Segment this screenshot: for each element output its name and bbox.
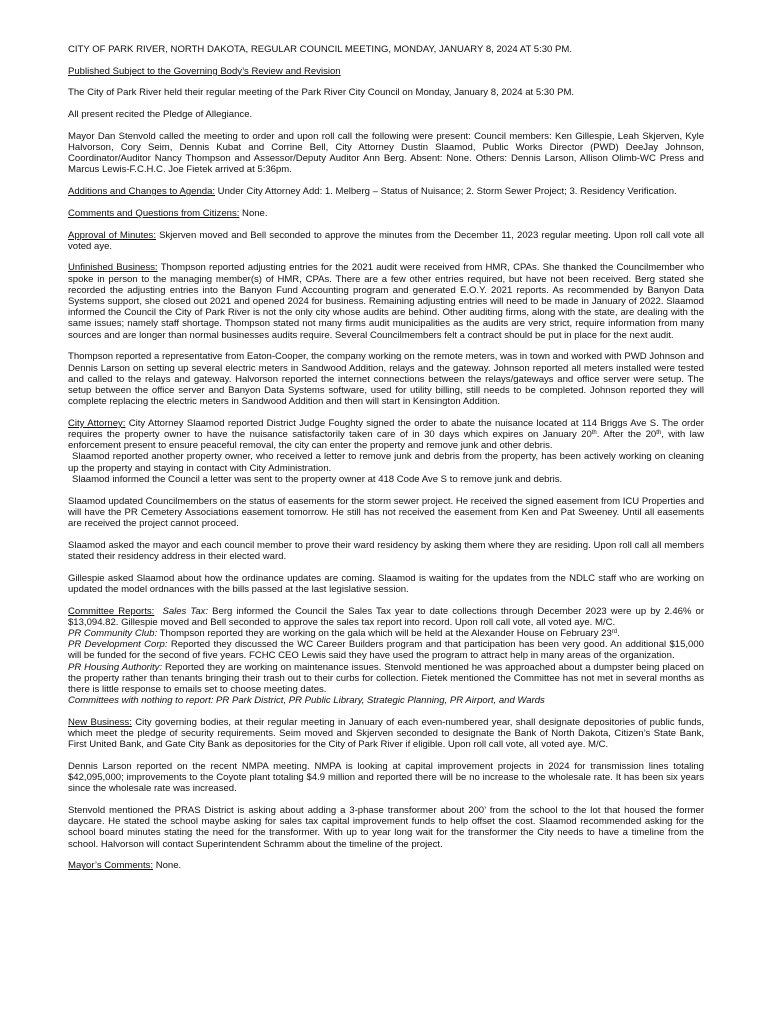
- new-business-text: City governing bodies, at their regular meeting in January of each even-numbered year, shall designate depositories of public funds, which meet the pledge of security requirements. Seim moved and Skjerven seconded to designate the Bank of North Dakota, Citizen’s State Bank, First United Bank, and Gate City Bank as depositories for the City of Park River if eligible. Upon roll call vote, all voted aye. M/C.: [68, 716, 704, 751]
- development-corp-text: Reported they discussed the WC Career Builders program and that participation has been very good. An additional $15,000 will be funded for the second of five years. FCHC CEO Lewis said they have used the program to attract help in many areas of the organization.: [68, 639, 704, 662]
- nmpa-paragraph: Dennis Larson reported on the recent NMPA meeting. NMPA is looking at capital improvement projects in 2024 for transmission lines totaling $42,095,000; improvements to the Coyote plant totaling $4.9 million and reported there will be no increase to the wholesale rate. It has been six years since the wholesale rate was increased.: [68, 760, 704, 795]
- sales-tax-text: Berg informed the Council the Sales Tax year to date collections through December 2023 were up by 2.46% or $13,094.82. Gillespie moved and Bell seconded to approve the sales tax report into record. Upon roll call vote, all voted aye. M/C.: [68, 605, 704, 628]
- nothing-to-report-line: Committees with nothing to report: PR Park District, PR Public Library, Strategic Planning, PR Airport, and Wards: [68, 695, 545, 707]
- citizen-comments-text: None.: [239, 207, 268, 219]
- community-club-text: Thompson reported they are working on the gala which will be held at the Alexander House on February 23: [157, 627, 612, 639]
- unfinished-business-paragraph: [68, 262, 704, 340]
- mayors-comments-label: Mayor’s Comments:: [68, 860, 154, 872]
- city-attorney-text-a: City Attorney Slaamod reported District Judge Foughty signed the order to abate the nuisance located at 114 Briggs Ave S. The order requires the property owner to have the nuisance satisfactorily taken care of in 30 days which expires on January 20: [68, 417, 704, 441]
- committee-reports-label: Committee Reports:: [68, 605, 155, 617]
- new-business-label: New Business:: [68, 716, 132, 728]
- sales-tax-label: Sales Tax:: [162, 605, 209, 617]
- mayors-comments-paragraph: [68, 860, 704, 871]
- ordinal-suffix: th: [656, 430, 662, 437]
- pras-paragraph: Stenvold mentioned the PRAS District is asking about adding a 3-phase transformer about 200’ from the school to the lot that housed the former daycare. He stated the school maybe asking for sales tax capital improvement funds to help offset the cost. Slaamod recommended asking for the school board minutes stating the need for the transformer. With up to year long wait for the transformer the City needs to have a timeline from the school. Halvorson will contact Superintendent Schramm about the timeline of the project.: [68, 805, 704, 850]
- additions-text: Under City Attorney Add: 1. Melberg – Status of Nuisance; 2. Storm Sewer Project; 3. Residency Verification.: [215, 186, 677, 198]
- easements-paragraph: Slaamod updated Councilmembers on the status of easements for the storm sewer project. He received the signed easement from ICU Properties and will have the PR Cemetery Associations easement tomorrow. He still has not received the easement from Ken and Pat Sweeney. Until all easements are received the project cannot proceed.: [68, 495, 704, 529]
- community-club-label: PR Community Club:: [68, 627, 158, 639]
- pledge-paragraph: All present recited the Pledge of Allegiance.: [68, 109, 253, 121]
- roll-call-paragraph: Mayor Dan Stenvold called the meeting to order and upon roll call the following were present: Council members: Ken Gillespie, Leah Skjerven, Kyle Halvorson, Cory Seim, Dennis Kubat and Corrine Bell, City Attorney Dustin Slaamod, Public Works Director (PWD) DeeJay Johnson, Coordinator/Auditor Nancy Thompson and Assessor/Deputy Auditor Ann Berg. Absent: None. Others: Dennis Larson, Allison Olimb-WC Press and Marcus Lewis-F.C.H.C. Joe Fietek arrived at 5:36pm.: [68, 130, 704, 176]
- committee-reports-paragraph: [68, 606, 704, 707]
- ordinal-suffix: rd: [611, 628, 618, 635]
- housing-authority-label: PR Housing Authority:: [68, 661, 163, 673]
- additions-paragraph: [68, 186, 704, 197]
- document-title: CITY OF PARK RIVER, NORTH DAKOTA, REGULAR COUNCIL MEETING, MONDAY, JANUARY 8, 2024 AT 5:30 PM.: [68, 44, 572, 55]
- intro-paragraph: The City of Park River held their regular meeting of the Park River City Council on Monday, January 8, 2024 at 5:30 PM.: [68, 87, 575, 99]
- additions-label: Additions and Changes to Agenda:: [68, 186, 216, 198]
- city-attorney-line-3: Slaamod informed the Council a letter was sent to the property owner at 418 Code Ave S to remove junk and debris.: [72, 473, 563, 485]
- mayors-comments-text: None.: [153, 860, 182, 872]
- citizen-comments-paragraph: [68, 208, 704, 219]
- residency-paragraph: Slaamod asked the mayor and each council member to prove their ward residency by asking them where they are residing. Upon roll call all members stated their residency address in their elected ward.: [68, 539, 704, 562]
- housing-authority-text: Reported they are working on maintenance issues. Stenvold mentioned he was approached about a dumpster being placed on the property rather than tenants bringing their trash out to their curbs for collection. Fietek mentioned the Committee has not met in several months as there is little response to emails set to choose meeting dates.: [68, 661, 704, 695]
- new-business-paragraph: [68, 717, 704, 751]
- city-attorney-line-2: Slaamod reported another property owner, who received a letter to remove junk and debris from the property, has been actively working on cleaning up the property and staying in contact with City Administration.: [68, 451, 704, 474]
- document-subtitle: Published Subject to the Governing Body’s Review and Revision: [68, 65, 341, 77]
- meeting-minutes-page: [68, 44, 704, 882]
- approval-paragraph: [68, 230, 704, 252]
- city-attorney-paragraph: [68, 418, 704, 485]
- ordinal-suffix: th: [591, 430, 597, 437]
- city-attorney-text-c: , with law enforcement present to ensure peaceful removal, the city can enter the property and remove junk and other debris.: [68, 429, 704, 452]
- meters-paragraph: Thompson reported a representative from Eaton-Cooper, the company working on the remote meters, was in town and worked with PWD Johnson and Dennis Larson on setting up several electric meters in Sandwood Addition, relays and the gateway. Johnson reported all meters installed were tested and called to the relays and gateway. Halvorson reported the internet connections between the relays/gateways and office server were setup. The setup between the office server and Banyon Data Systems software, used for utility billing, still needs to be completed. Johnson reported they will complete replacing the electric meters in Sandwood Addition and then will start in Kensington Addition.: [68, 351, 704, 408]
- citizen-comments-label: Comments and Questions from Citizens:: [68, 207, 240, 219]
- approval-label: Approval of Minutes:: [68, 229, 156, 241]
- approval-text: Skjerven moved and Bell seconded to approve the minutes from the December 11, 2023 regular meeting. Upon roll call vote all voted aye.: [68, 229, 704, 252]
- unfinished-business-label: Unfinished Business:: [68, 262, 158, 274]
- ordinance-paragraph: Gillespie asked Slaamod about how the ordinance updates are coming. Slaamod is waiting for the updates from the NDLC staff who are working on updated the model ordnances with the bills passed at the last legislative session.: [68, 572, 704, 595]
- unfinished-business-text: Thompson reported adjusting entries for the 2021 audit were received from HMR, CPAs. She thanked the Councilmember who spoke in person to the managing member(s) of HMR, CPAs. There are a few other entries required, but have not been received. Berg stated she recorded the adjusting entries into the Banyon Fund Accounting program and generated E.O.Y. 2021 reports. As recommended by Banyon Data Systems support, she closed out 2021 and opened 2024 for business. Remaining adjusting entries will need to be made in January of 2022. Slaamod informed the Council the City of Park River is not the only city whose audits are behind. Other auditing firms, along with the state, are dealing with the same issues; namely staff shortage. Thompson stated not many firms audit municipalities as the audits are very strict, require information from many sources and are longer than normal businesses audits require. Several Councilmembers felt a contract should be put in place for the next audit.: [68, 262, 705, 341]
- city-attorney-text-b: . After the 20: [596, 429, 657, 441]
- community-club-end: .: [617, 627, 620, 639]
- city-attorney-label: City Attorney:: [68, 417, 126, 429]
- development-corp-label: PR Development Corp:: [68, 639, 168, 651]
